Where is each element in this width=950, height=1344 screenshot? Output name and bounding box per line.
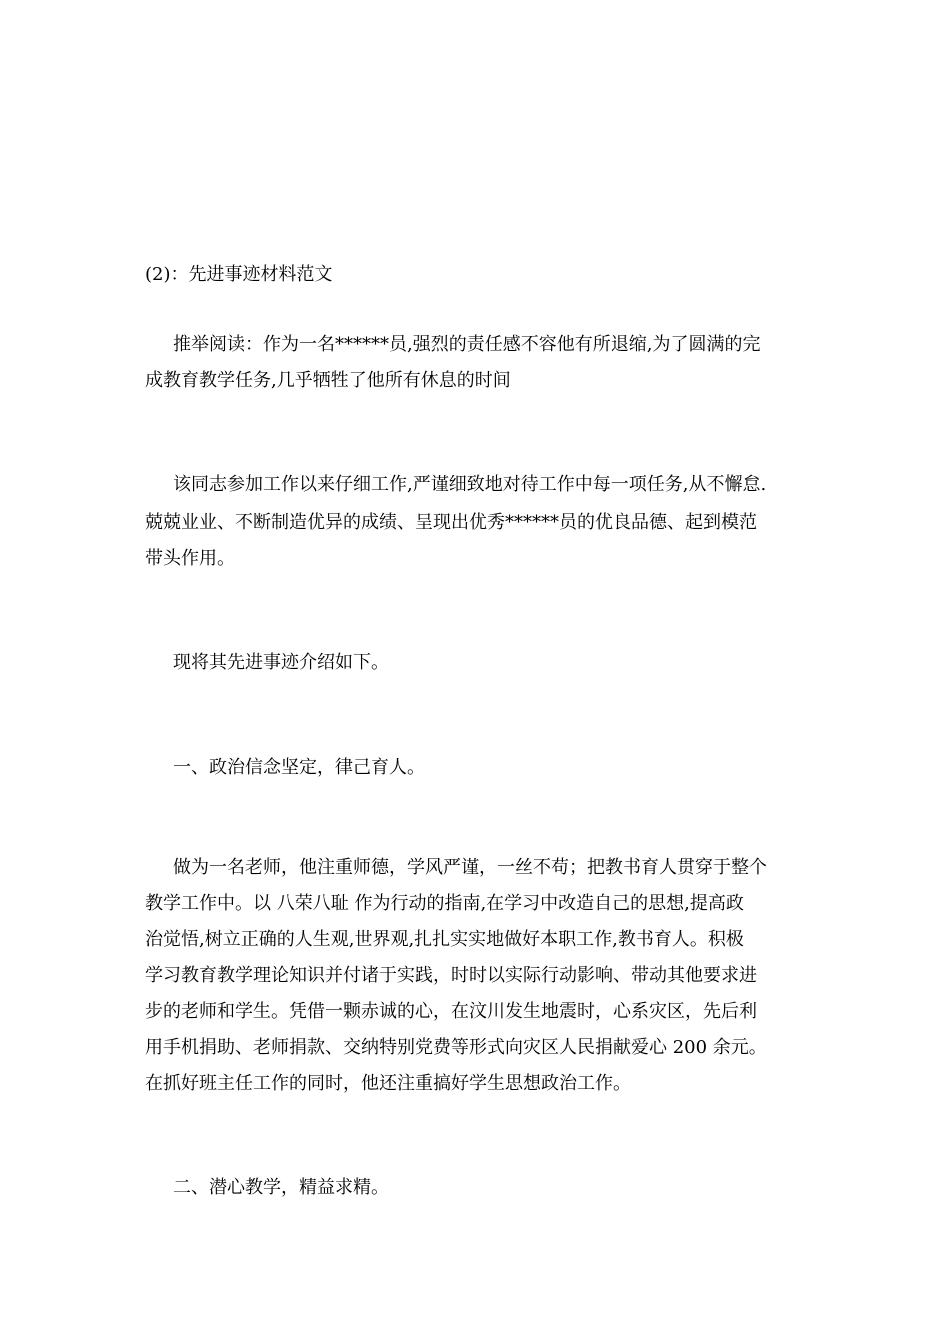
para2-line-1: 现将其先进事迹介绍如下。	[173, 652, 389, 673]
section-title: (2)：先进事迹材料范文	[145, 264, 333, 285]
para3-line-6: 用手机捐助、老师捐款、交纳特别党费等形式向灾区人民捐献爱心 200 余元。	[145, 1037, 767, 1058]
para1-line-3: 带头作用。	[145, 548, 235, 569]
para1-line-1: 该同志参加工作以来仔细工作,严谨细致地对待工作中每一项任务,从不懈怠.	[173, 474, 767, 495]
para3-line-1: 做为一名老师，他注重师德，学风严谨，一丝不苟；把教书育人贯穿于整个	[173, 857, 767, 878]
para1-line-2: 兢兢业业、不断制造优异的成绩、呈现出优秀******员的优良品德、起到模范	[145, 512, 757, 533]
intro-line-2: 成教育教学任务,几乎牺牲了他所有休息的时间	[145, 370, 511, 391]
intro-line-1: 推举阅读：作为一名******员,强烈的责任感不容他有所退缩,为了圆满的完	[173, 334, 761, 355]
para3-line-5: 步的老师和学生。凭借一颗赤诚的心，在汶川发生地震时，心系灾区，先后利	[145, 1001, 757, 1022]
heading-2: 二、潜心教学，精益求精。	[173, 1177, 389, 1198]
para3-line-7: 在抓好班主任工作的同时，他还注重搞好学生思想政治工作。	[145, 1073, 631, 1094]
para3-line-4: 学习教育教学理论知识并付诸于实践，时时以实际行动影响、带动其他要求进	[145, 965, 757, 986]
heading-1: 一、政治信念坚定，律己育人。	[173, 757, 425, 778]
para3-line-3: 治觉悟,树立正确的人生观,世界观,扎扎实实地做好本职工作,教书育人。积极	[145, 929, 744, 950]
para3-line-2: 教学工作中。以 八荣八耻 作为行动的指南,在学习中改造自己的思想,提高政	[145, 893, 744, 914]
